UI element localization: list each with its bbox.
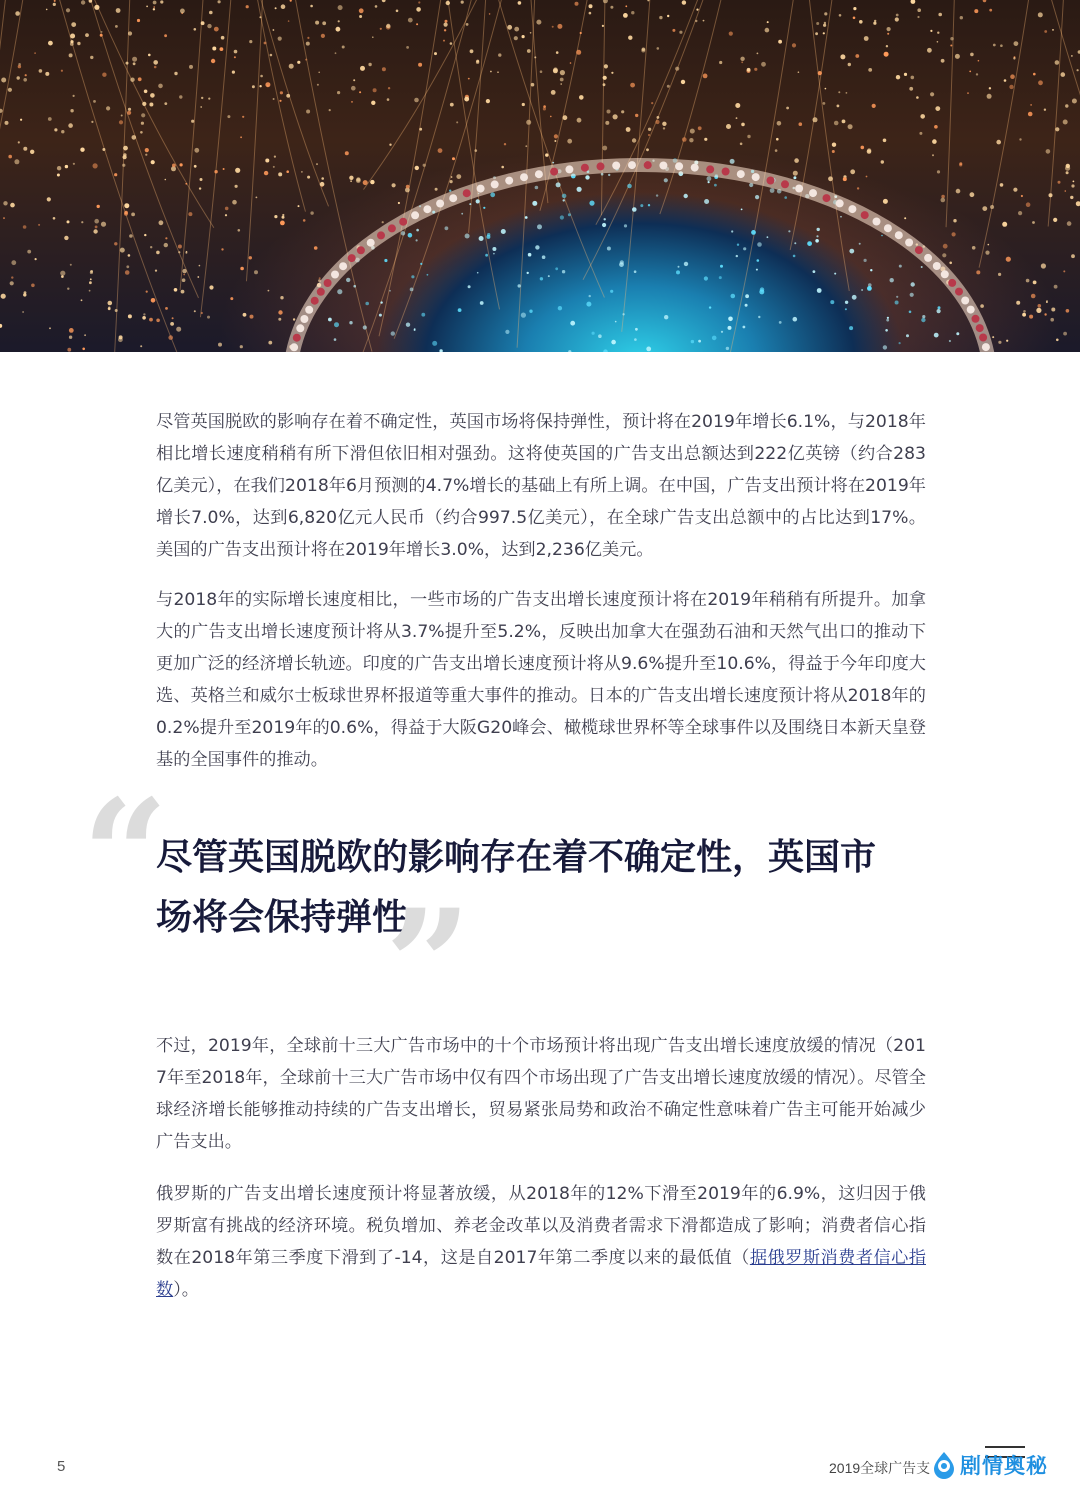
watermark-text: 剧情奥秘 (960, 1454, 1048, 1478)
russia-consumer-index-link[interactable]: 据俄罗斯消费者信心指数 (156, 1248, 926, 1300)
open-quote-icon: “ (82, 767, 169, 943)
watermark-logo-icon (932, 1451, 956, 1479)
paragraph-2: 与2018年的实际增长速度相比，一些市场的广告支出增长速度预计将在2019年稍稍有所提升。加拿大的广告支出增长速度预计将从3.7%提升至5.2%，反映出加拿大在强劲石油和天然气出口的推动下更加广泛的经济增长轨迹。印度的广告支出增长速度预计将从9.6%提升至10.6%，得益于今年印度大选、英格兰和威尔士板球世界杯报道等重大事件的推动。日本的广告支出增长速度预计将从2018年的0.2%提升至2019年的0.6%，得益于大阪G20峰会、橄榄球世界杯等全球事件以及围绕日本新天皇登基的全国事件的推动。 (156, 590, 926, 770)
paragraph-1: 尽管英国脱欧的影响存在着不确定性，英国市场将保持弹性，预计将在2019年增长6.1%，与2018年相比增长速度稍稍有所下滑但依旧相对强劲。这将使英国的广告支出总额达到222亿英镑（约合283亿美元），在我们2018年6月预测的4.7%增长的基础上有所上调。在中国，广告支出预计将在2019年增长7.0%，达到6,820亿元人民币（约合997.5亿美元），在全球广告支出总额中的占比达到17%。美国的广告支出预计将在2019年增长3.0%，达到2,236亿美元。 (156, 412, 926, 560)
paragraph-4 (156, 1178, 926, 1306)
footer-doc-title: 2019全球广告支 (829, 1460, 931, 1476)
light-tunnel-graphic (0, 0, 1080, 352)
watermark (932, 1448, 1048, 1482)
paragraph-4-text: 俄罗斯的广告支出增长速度预计将显著放缓，从2018年的12%下滑至2019年的6.9%，这归因于俄罗斯富有挑战的经济环境。税负增加、养老金改革以及消费者需求下滑都造成了影响；消费者信心指数在2018年第三季度下滑到了-14，这是自2017年第二季度以来的最低值（ (156, 1184, 926, 1268)
paragraph-4-end: ）。 (173, 1280, 199, 1300)
close-quote-icon: ” (385, 877, 472, 1053)
page-number: 5 (57, 1458, 66, 1475)
hero-image (0, 0, 1080, 352)
pull-quote: 尽管英国脱欧的影响存在着不确定性，英国市场将会保持弹性 (156, 837, 877, 938)
paragraph-3: 不过，2019年，全球前十三大广告市场中的十个市场预计将出现广告支出增长速度放缓的情况（2017年至2018年，全球前十三大广告市场中仅有四个市场出现了广告支出增长速度放缓的情况）。尽管全球经济增长能够推动持续的广告支出增长，贸易紧张局势和政治不确定性意味着广告主可能开始减少广告支出。 (156, 1036, 926, 1152)
